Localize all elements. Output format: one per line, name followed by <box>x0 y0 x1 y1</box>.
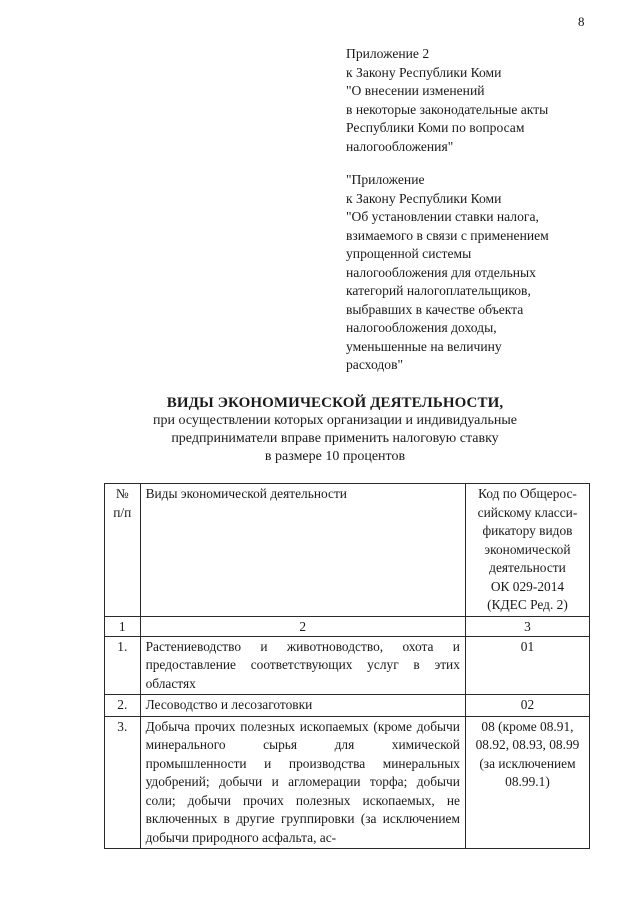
activity-text: Растениеводство и животноводство, охота и предоставление соответствующих услуг в этих областях <box>145 638 460 691</box>
header-code: Код по Общерос- сийскому класси- фикатору видов экономической деятельности ОК 029-2014 (КДЕС Ред. 2) <box>465 484 589 617</box>
row-code: 02 <box>465 695 589 717</box>
row-code: 01 <box>465 636 589 695</box>
column-number: 2 <box>140 616 465 636</box>
table-header-row <box>105 484 590 617</box>
activities-table <box>104 483 590 849</box>
row-number: 1. <box>105 636 141 695</box>
appendix-quoted-reference: "Приложение к Закону Республики Коми "Об установлении ставки налога, взимаемого в связи с применением упрощенной системы налогообложения для отдельных категорий налогоплательщиков, выбравших в качестве объекта налогообложения доходы, уменьшенные на величину расходов" <box>346 172 549 372</box>
subtitle-line: при осуществлении которых организации и индивидуальные <box>153 413 517 428</box>
activity-text: Добыча прочих полезных ископаемых (кроме добычи минерального сырья для химической промышленности и производства минеральных удобрений; добычи и агломерации торфа; добычи соли; добычи прочих полезных ископаемых, не включенных в другие группировки (за исключением добычи природного асфальта, ас- <box>145 718 460 845</box>
column-number: 1 <box>105 616 141 636</box>
table-row <box>105 636 590 695</box>
document-title: ВИДЫ ЭКОНОМИЧЕСКОЙ ДЕЯТЕЛЬНОСТИ, <box>166 395 504 411</box>
row-activity <box>140 636 465 695</box>
column-numbers-row <box>105 616 590 636</box>
appendix-reference: Приложение 2 к Закону Республики Коми "О внесении изменений в некоторые законодательные акты Республики Коми по вопросам налогообложения" <box>346 46 549 154</box>
row-activity <box>140 695 465 717</box>
activity-text: Лесоводство и лесозаготовки <box>145 697 313 712</box>
row-number: 2. <box>105 695 141 717</box>
row-activity <box>140 716 465 849</box>
column-number: 3 <box>465 616 589 636</box>
row-number: 3. <box>105 716 141 849</box>
row-code: 08 (кроме 08.91, 08.92, 08.93, 08.99 (за исключением 08.99.1) <box>465 716 589 849</box>
header-number: № п/п <box>105 484 141 617</box>
table-row <box>105 695 590 717</box>
subtitle-line: в размере 10 процентов <box>264 449 406 464</box>
header-activity: Виды экономической деятельности <box>140 484 465 617</box>
page-number: 8 <box>578 14 585 29</box>
document-header <box>100 394 570 466</box>
subtitle-line: предприниматели вправе применить налоговую ставку <box>171 431 499 446</box>
table-row <box>105 716 590 849</box>
